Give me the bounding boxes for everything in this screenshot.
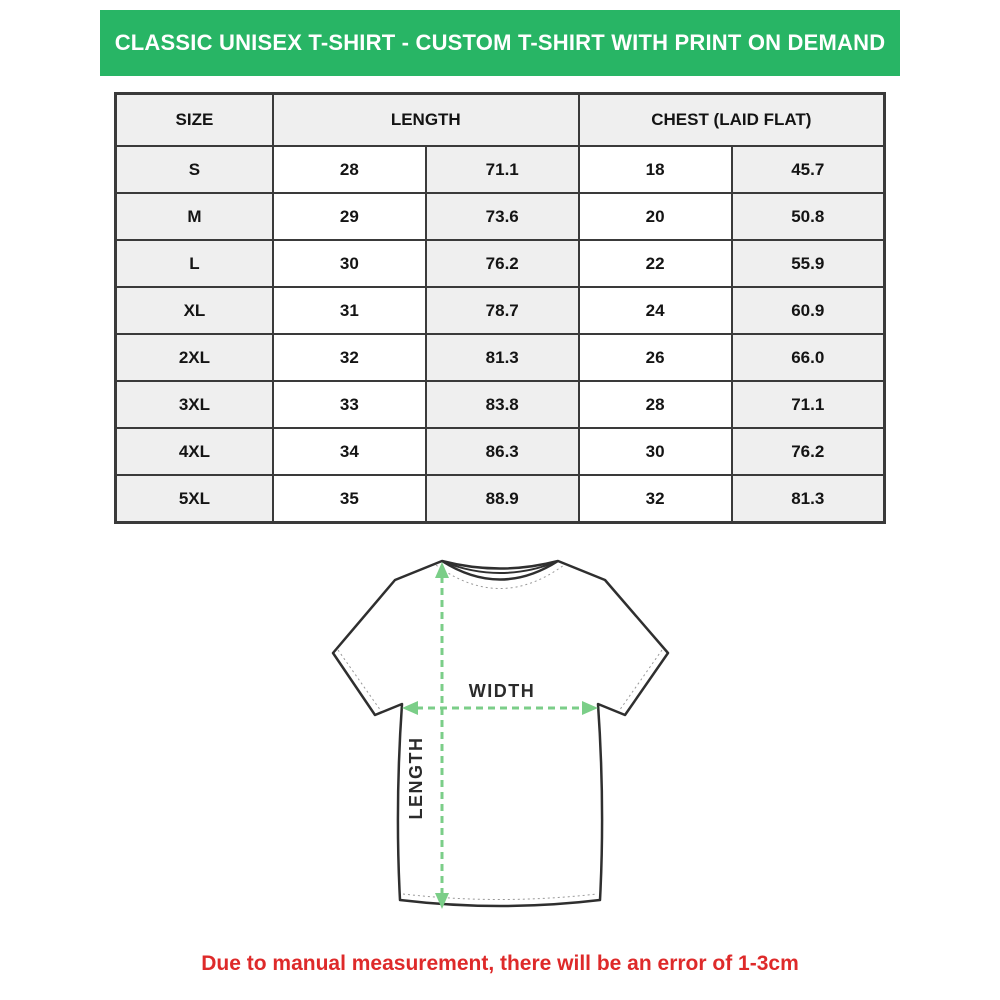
chest-in-cell: 20 [579, 193, 732, 240]
size-cell: 3XL [116, 381, 273, 428]
chest-cm-cell: 60.9 [732, 287, 885, 334]
chest-cm-cell: 76.2 [732, 428, 885, 475]
length-cm-cell: 76.2 [426, 240, 579, 287]
chest-cm-cell: 81.3 [732, 475, 885, 523]
table-row [116, 334, 885, 381]
table-row [116, 381, 885, 428]
length-in-cell: 32 [273, 334, 426, 381]
table-row [116, 287, 885, 334]
length-in-cell: 30 [273, 240, 426, 287]
length-in-cell: 29 [273, 193, 426, 240]
length-in-cell: 28 [273, 146, 426, 193]
chest-in-cell: 30 [579, 428, 732, 475]
length-cm-cell: 88.9 [426, 475, 579, 523]
chest-in-cell: 28 [579, 381, 732, 428]
table-row [116, 428, 885, 475]
size-cell: 4XL [116, 428, 273, 475]
length-cm-cell: 71.1 [426, 146, 579, 193]
size-cell: 2XL [116, 334, 273, 381]
col-header-length: LENGTH [273, 94, 579, 147]
tshirt-diagram [325, 550, 675, 942]
chest-cm-cell: 66.0 [732, 334, 885, 381]
table-row [116, 475, 885, 523]
size-cell: 5XL [116, 475, 273, 523]
size-cell: L [116, 240, 273, 287]
length-cm-cell: 83.8 [426, 381, 579, 428]
length-in-cell: 34 [273, 428, 426, 475]
page-title: CLASSIC UNISEX T-SHIRT - CUSTOM T-SHIRT WITH PRINT ON DEMAND [114, 30, 886, 55]
col-header-size: SIZE [116, 94, 273, 147]
table-row [116, 146, 885, 193]
chest-cm-cell: 50.8 [732, 193, 885, 240]
size-cell: M [116, 193, 273, 240]
length-cm-cell: 81.3 [426, 334, 579, 381]
chest-in-cell: 24 [579, 287, 732, 334]
col-header-chest: CHEST (LAID FLAT) [579, 94, 885, 147]
tshirt-outline [333, 561, 668, 906]
chest-in-cell: 26 [579, 334, 732, 381]
length-cm-cell: 73.6 [426, 193, 579, 240]
chest-in-cell: 18 [579, 146, 732, 193]
size-cell: S [116, 146, 273, 193]
title-banner [100, 10, 900, 76]
table-row [116, 193, 885, 240]
length-cm-cell: 78.7 [426, 287, 579, 334]
length-in-cell: 35 [273, 475, 426, 523]
table-header-row [116, 94, 885, 147]
size-chart-table [114, 92, 886, 524]
chest-in-cell: 32 [579, 475, 732, 523]
chest-in-cell: 22 [579, 240, 732, 287]
chest-cm-cell: 55.9 [732, 240, 885, 287]
chest-cm-cell: 71.1 [732, 381, 885, 428]
width-label: WIDTH [468, 681, 536, 701]
measurement-disclaimer: Due to manual measurement, there will be an error of 1-3cm [201, 952, 799, 975]
table-row [116, 240, 885, 287]
length-in-cell: 31 [273, 287, 426, 334]
size-cell: XL [116, 287, 273, 334]
length-cm-cell: 86.3 [426, 428, 579, 475]
length-label: LENGTH [406, 736, 426, 820]
length-in-cell: 33 [273, 381, 426, 428]
chest-cm-cell: 45.7 [732, 146, 885, 193]
